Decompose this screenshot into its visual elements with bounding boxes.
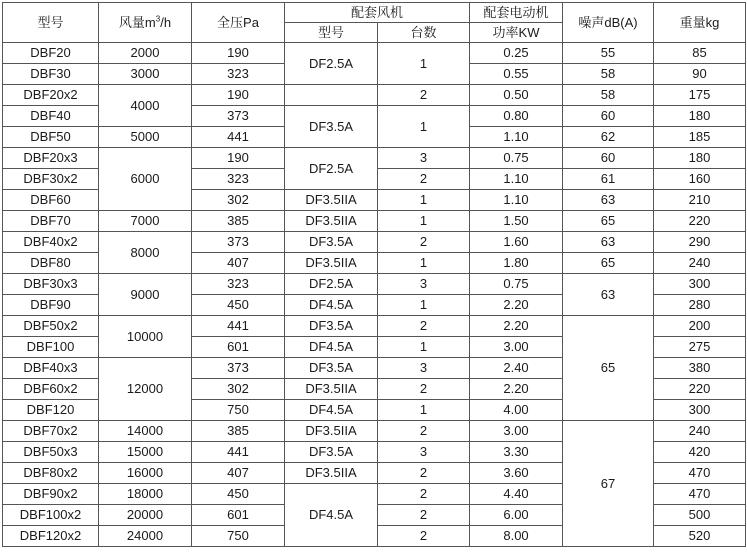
cell-noise: 67 <box>563 421 654 547</box>
cell-noise: 65 <box>563 253 654 274</box>
cell-count: 1 <box>378 43 470 85</box>
table-row <box>3 43 746 64</box>
cell-count: 2 <box>378 463 470 484</box>
cell-airflow: 2000 <box>99 43 192 64</box>
cell-airflow: 18000 <box>99 484 192 505</box>
cell-fan-model <box>285 85 378 106</box>
cell-model: DBF120 <box>3 400 99 421</box>
cell-model: DBF120x2 <box>3 526 99 547</box>
cell-count: 2 <box>378 85 470 106</box>
cell-weight: 380 <box>654 358 746 379</box>
cell-count: 1 <box>378 337 470 358</box>
cell-power: 3.00 <box>470 421 563 442</box>
header-airflow <box>99 3 192 43</box>
cell-fan-model: DF4.5A <box>285 484 378 547</box>
cell-power: 2.20 <box>470 295 563 316</box>
cell-weight: 420 <box>654 442 746 463</box>
header-noise: 噪声dB(A) <box>563 3 654 43</box>
header-pressure: 全压Pa <box>192 3 285 43</box>
header-airflow-unit: /h <box>160 15 172 30</box>
cell-count: 1 <box>378 295 470 316</box>
cell-count: 3 <box>378 442 470 463</box>
cell-model: DBF20x2 <box>3 85 99 106</box>
header-fan-model: 型号 <box>285 23 378 43</box>
cell-fan-model: DF4.5A <box>285 337 378 358</box>
cell-power: 3.00 <box>470 337 563 358</box>
cell-power: 3.60 <box>470 463 563 484</box>
cell-pressure: 750 <box>192 400 285 421</box>
cell-count: 2 <box>378 316 470 337</box>
cell-model: DBF80 <box>3 253 99 274</box>
cell-weight: 220 <box>654 379 746 400</box>
cell-pressure: 190 <box>192 148 285 169</box>
cell-model: DBF20x3 <box>3 148 99 169</box>
cell-noise: 61 <box>563 169 654 190</box>
cell-power: 4.40 <box>470 484 563 505</box>
cell-power: 0.75 <box>470 148 563 169</box>
cell-pressure: 385 <box>192 421 285 442</box>
cell-airflow: 10000 <box>99 316 192 358</box>
cell-model: DBF70 <box>3 211 99 232</box>
cell-noise: 65 <box>563 316 654 421</box>
cell-fan-model: DF3.5IIA <box>285 463 378 484</box>
cell-model: DBF100 <box>3 337 99 358</box>
cell-fan-model: DF2.5A <box>285 274 378 295</box>
cell-model: DBF90x2 <box>3 484 99 505</box>
cell-power: 0.80 <box>470 106 563 127</box>
cell-count: 1 <box>378 190 470 211</box>
cell-weight: 300 <box>654 274 746 295</box>
cell-power: 2.20 <box>470 379 563 400</box>
cell-weight: 185 <box>654 127 746 148</box>
cell-power: 0.75 <box>470 274 563 295</box>
cell-pressure: 302 <box>192 379 285 400</box>
header-fan-group: 配套风机 <box>285 3 470 23</box>
cell-weight: 290 <box>654 232 746 253</box>
cell-power: 6.00 <box>470 505 563 526</box>
cell-weight: 240 <box>654 421 746 442</box>
spec-table <box>2 2 746 547</box>
cell-power: 3.30 <box>470 442 563 463</box>
cell-model: DBF60x2 <box>3 379 99 400</box>
cell-weight: 160 <box>654 169 746 190</box>
cell-model: DBF50 <box>3 127 99 148</box>
cell-model: DBF40 <box>3 106 99 127</box>
cell-power: 1.80 <box>470 253 563 274</box>
table-row <box>3 148 746 169</box>
cell-model: DBF20 <box>3 43 99 64</box>
cell-weight: 180 <box>654 106 746 127</box>
cell-pressure: 373 <box>192 232 285 253</box>
table-row <box>3 316 746 337</box>
cell-airflow: 15000 <box>99 442 192 463</box>
cell-model: DBF40x2 <box>3 232 99 253</box>
table-row <box>3 211 746 232</box>
cell-model: DBF100x2 <box>3 505 99 526</box>
cell-airflow: 12000 <box>99 358 192 421</box>
cell-noise: 58 <box>563 64 654 85</box>
cell-fan-model: DF2.5A <box>285 148 378 190</box>
cell-model: DBF30x3 <box>3 274 99 295</box>
cell-weight: 300 <box>654 400 746 421</box>
cell-weight: 220 <box>654 211 746 232</box>
cell-fan-model: DF2.5A <box>285 43 378 85</box>
header-airflow-label: 风量m <box>118 15 156 30</box>
cell-weight: 500 <box>654 505 746 526</box>
cell-airflow: 6000 <box>99 148 192 211</box>
cell-noise: 63 <box>563 232 654 253</box>
cell-pressure: 373 <box>192 358 285 379</box>
cell-pressure: 750 <box>192 526 285 547</box>
cell-weight: 470 <box>654 484 746 505</box>
cell-power: 1.10 <box>470 190 563 211</box>
cell-weight: 90 <box>654 64 746 85</box>
cell-fan-model: DF3.5IIA <box>285 253 378 274</box>
cell-weight: 85 <box>654 43 746 64</box>
cell-count: 2 <box>378 421 470 442</box>
cell-weight: 520 <box>654 526 746 547</box>
cell-model: DBF40x3 <box>3 358 99 379</box>
header-airflow-sup: 3 <box>155 14 161 24</box>
cell-noise: 63 <box>563 274 654 316</box>
cell-weight: 280 <box>654 295 746 316</box>
table-row <box>3 274 746 295</box>
cell-pressure: 601 <box>192 337 285 358</box>
cell-pressure: 407 <box>192 253 285 274</box>
cell-airflow: 9000 <box>99 274 192 316</box>
cell-noise: 60 <box>563 148 654 169</box>
table-row <box>3 85 746 106</box>
cell-airflow: 16000 <box>99 463 192 484</box>
cell-airflow: 5000 <box>99 127 192 148</box>
cell-fan-model: DF3.5A <box>285 442 378 463</box>
cell-pressure: 190 <box>192 85 285 106</box>
cell-fan-model: DF3.5IIA <box>285 421 378 442</box>
cell-weight: 200 <box>654 316 746 337</box>
cell-pressure: 323 <box>192 169 285 190</box>
cell-airflow: 3000 <box>99 64 192 85</box>
cell-count: 3 <box>378 148 470 169</box>
cell-fan-model: DF4.5A <box>285 295 378 316</box>
cell-pressure: 407 <box>192 463 285 484</box>
header-motor-power: 功率KW <box>470 23 563 43</box>
cell-noise: 62 <box>563 127 654 148</box>
cell-noise: 58 <box>563 85 654 106</box>
cell-airflow: 20000 <box>99 505 192 526</box>
cell-model: DBF90 <box>3 295 99 316</box>
table-row <box>3 421 746 442</box>
cell-count: 1 <box>378 253 470 274</box>
cell-airflow: 4000 <box>99 85 192 127</box>
cell-count: 1 <box>378 400 470 421</box>
cell-noise: 65 <box>563 211 654 232</box>
cell-model: DBF30x2 <box>3 169 99 190</box>
cell-power: 1.10 <box>470 127 563 148</box>
cell-pressure: 441 <box>192 442 285 463</box>
table-row <box>3 232 746 253</box>
cell-pressure: 385 <box>192 211 285 232</box>
header-row <box>3 3 746 23</box>
cell-model: DBF80x2 <box>3 463 99 484</box>
cell-weight: 175 <box>654 85 746 106</box>
cell-weight: 240 <box>654 253 746 274</box>
cell-fan-model: DF3.5IIA <box>285 211 378 232</box>
cell-power: 0.55 <box>470 64 563 85</box>
cell-weight: 275 <box>654 337 746 358</box>
cell-model: DBF60 <box>3 190 99 211</box>
header-model: 型号 <box>3 3 99 43</box>
cell-weight: 210 <box>654 190 746 211</box>
cell-fan-model: DF3.5A <box>285 358 378 379</box>
cell-count: 2 <box>378 505 470 526</box>
cell-fan-model: DF3.5A <box>285 232 378 253</box>
cell-count: 2 <box>378 232 470 253</box>
cell-power: 2.40 <box>470 358 563 379</box>
cell-pressure: 441 <box>192 127 285 148</box>
cell-count: 2 <box>378 379 470 400</box>
cell-airflow: 14000 <box>99 421 192 442</box>
cell-fan-model: DF3.5A <box>285 316 378 337</box>
cell-airflow: 24000 <box>99 526 192 547</box>
cell-power: 1.10 <box>470 169 563 190</box>
cell-pressure: 450 <box>192 295 285 316</box>
cell-count: 1 <box>378 106 470 148</box>
cell-model: DBF50x3 <box>3 442 99 463</box>
cell-count: 3 <box>378 274 470 295</box>
cell-weight: 180 <box>654 148 746 169</box>
cell-power: 4.00 <box>470 400 563 421</box>
cell-count: 2 <box>378 484 470 505</box>
cell-pressure: 601 <box>192 505 285 526</box>
cell-fan-model: DF3.5IIA <box>285 379 378 400</box>
header-weight: 重量kg <box>654 3 746 43</box>
cell-count: 2 <box>378 526 470 547</box>
cell-pressure: 323 <box>192 64 285 85</box>
cell-fan-model: DF3.5IIA <box>285 190 378 211</box>
cell-count: 3 <box>378 358 470 379</box>
cell-noise: 55 <box>563 43 654 64</box>
cell-count: 1 <box>378 211 470 232</box>
cell-model: DBF50x2 <box>3 316 99 337</box>
cell-pressure: 302 <box>192 190 285 211</box>
cell-pressure: 450 <box>192 484 285 505</box>
cell-power: 0.25 <box>470 43 563 64</box>
cell-fan-model: DF3.5A <box>285 106 378 148</box>
cell-weight: 470 <box>654 463 746 484</box>
cell-power: 1.50 <box>470 211 563 232</box>
cell-pressure: 373 <box>192 106 285 127</box>
cell-pressure: 323 <box>192 274 285 295</box>
cell-pressure: 190 <box>192 43 285 64</box>
cell-power: 8.00 <box>470 526 563 547</box>
cell-airflow: 7000 <box>99 211 192 232</box>
cell-model: DBF30 <box>3 64 99 85</box>
cell-fan-model: DF4.5A <box>285 400 378 421</box>
header-motor-group: 配套电动机 <box>470 3 563 23</box>
cell-pressure: 441 <box>192 316 285 337</box>
cell-power: 0.50 <box>470 85 563 106</box>
header-fan-count: 台数 <box>378 23 470 43</box>
cell-noise: 63 <box>563 190 654 211</box>
cell-count: 2 <box>378 169 470 190</box>
cell-power: 1.60 <box>470 232 563 253</box>
cell-model: DBF70x2 <box>3 421 99 442</box>
cell-airflow: 8000 <box>99 232 192 274</box>
cell-power: 2.20 <box>470 316 563 337</box>
cell-noise: 60 <box>563 106 654 127</box>
